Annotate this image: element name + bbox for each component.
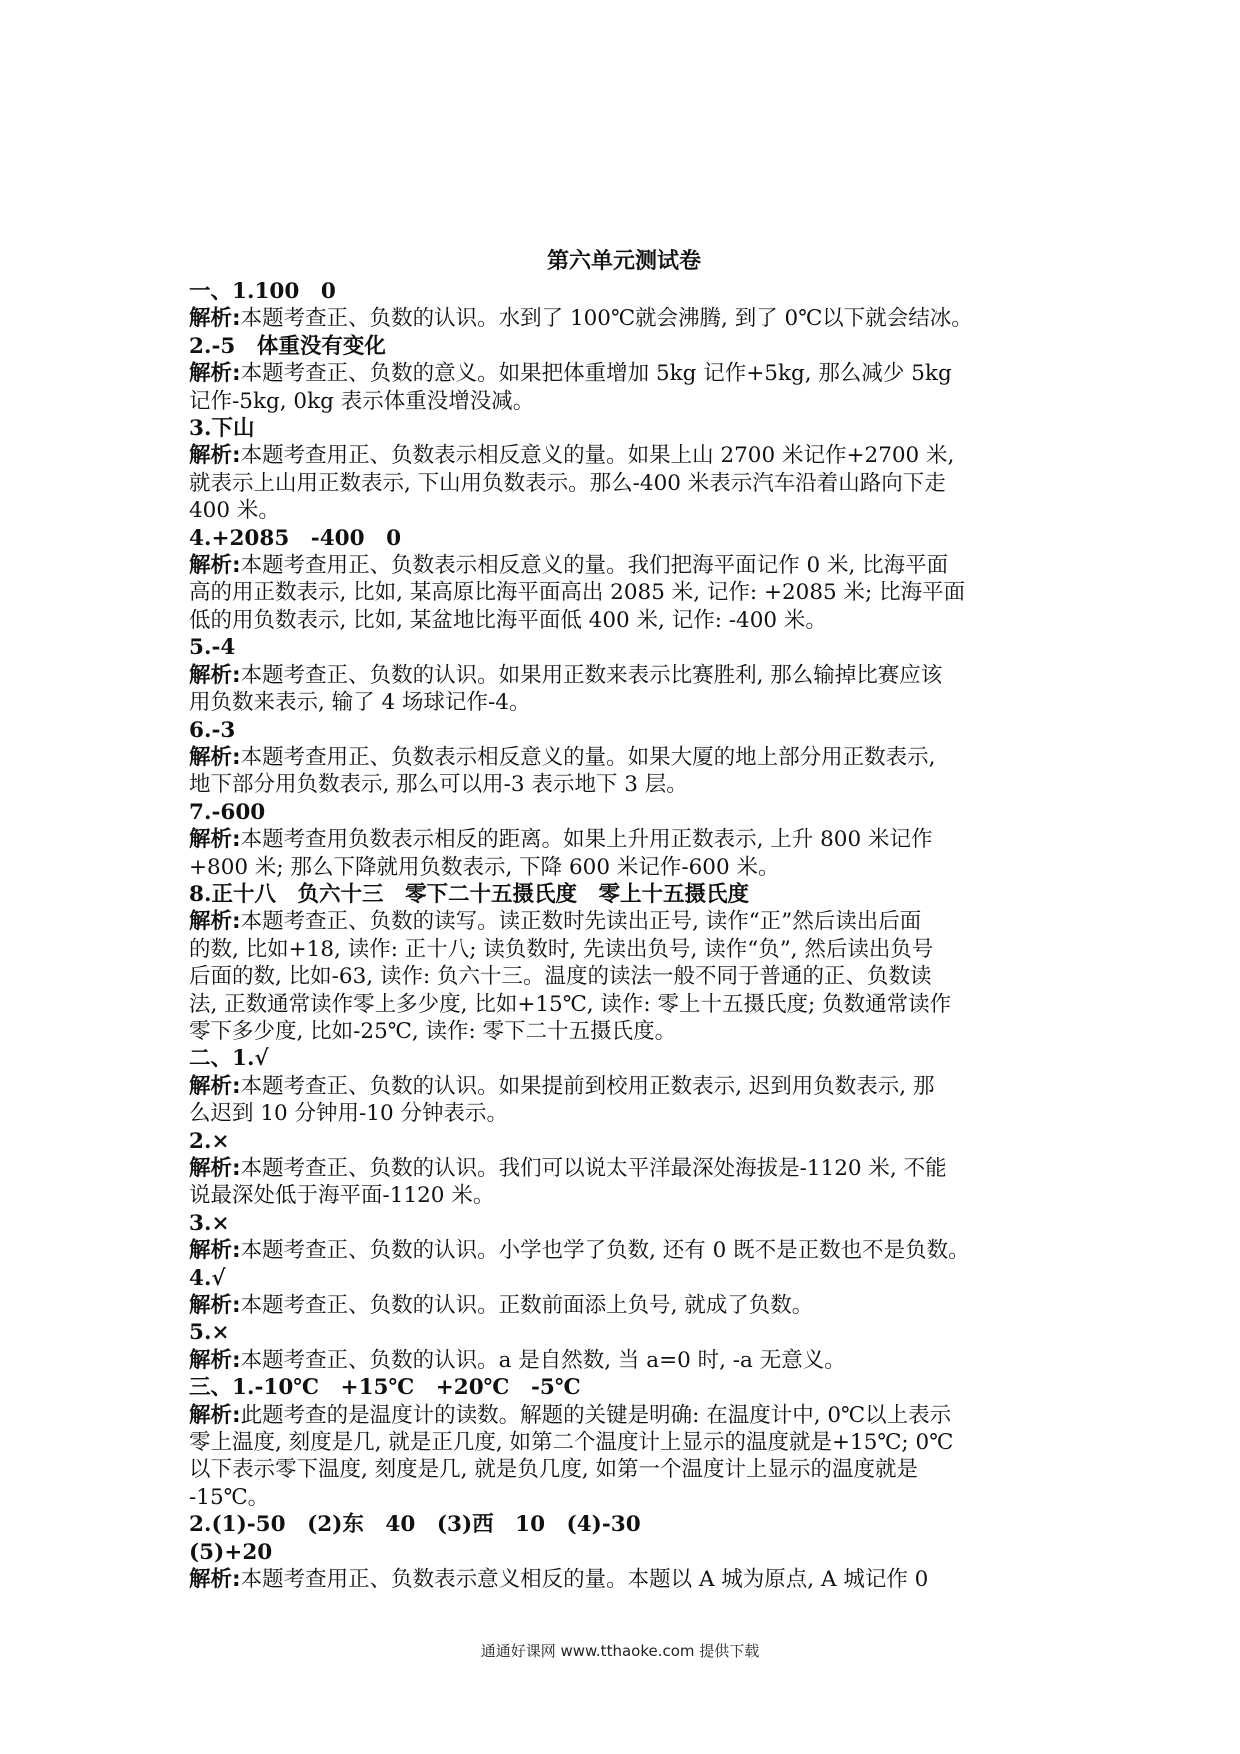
explanation-text: 低的用负数表示, 比如, 某盆地比海平面低 400 米, 记作: -400 米。 bbox=[189, 607, 827, 633]
explanation-text: 地下部分用负数表示, 那么可以用-3 表示地下 3 层。 bbox=[189, 772, 688, 798]
explanation-text: 就表示上山用正数表示, 下山用负数表示。那么-400 米表示汽车沿着山路向下走 bbox=[189, 470, 946, 496]
answer-line: 5.-4 bbox=[189, 635, 236, 661]
explanation-text: 零下多少度, 比如-25℃, 读作: 零下二十五摄氏度。 bbox=[189, 1018, 677, 1044]
explanation-line bbox=[189, 689, 1059, 716]
explanation-line bbox=[189, 826, 1059, 853]
explanation-label: 解析: bbox=[189, 1156, 241, 1181]
explanation-line bbox=[189, 579, 1059, 606]
explanation-label: 解析: bbox=[189, 1073, 241, 1099]
explanation-text: 的数, 比如+18, 读作: 正十八; 读负数时, 先读出负号, 读作“负”, 然后读出负号 bbox=[189, 936, 934, 962]
explanation-line bbox=[189, 1237, 1059, 1264]
explanation-text: -15℃。 bbox=[189, 1484, 270, 1510]
answer-line: 6.-3 bbox=[189, 717, 236, 743]
explanation-line bbox=[189, 442, 1059, 469]
explanation-line bbox=[189, 1484, 1059, 1511]
explanation-text: 零上温度, 刻度是几, 就是正几度, 如第二个温度计上显示的温度就是+15℃; 0℃ bbox=[189, 1430, 954, 1456]
explanation-text: 高的用正数表示, 比如, 某高原比海平面高出 2085 米, 记作: +2085 米; 比海平面 bbox=[189, 580, 966, 606]
answer-line: 2.(1)-50 (2)东 40 (3)西 10 (4)-30 bbox=[189, 1512, 641, 1538]
explanation-label: 解析: bbox=[189, 662, 241, 688]
explanation-text: 本题考查用正、负数表示相反意义的量。我们把海平面记作 0 米, 比海平面 bbox=[240, 553, 949, 579]
explanation-line bbox=[189, 1100, 1059, 1127]
explanation-line bbox=[189, 1566, 1059, 1593]
footer-text: 通通好课网 www.tthaoke.com 提供下载 bbox=[480, 1642, 760, 1660]
explanation-line bbox=[189, 854, 1059, 881]
explanation-text: 本题考查用正、负数表示意义相反的量。本题以 A 城为原点, A 城记作 0 bbox=[240, 1567, 929, 1593]
explanation-text: 本题考查正、负数的认识。a 是自然数, 当 a=0 时, -a 无意义。 bbox=[240, 1347, 846, 1373]
explanation-label: 解析: bbox=[189, 744, 241, 770]
explanation-line bbox=[189, 607, 1059, 634]
answer-line: 7.-600 bbox=[189, 799, 266, 825]
page-title: 第六单元测试卷 bbox=[546, 248, 701, 274]
explanation-line bbox=[189, 360, 1059, 387]
explanation-line bbox=[189, 470, 1059, 497]
explanation-line bbox=[189, 1292, 1059, 1319]
explanation-line bbox=[189, 552, 1059, 579]
explanation-line bbox=[189, 1402, 1059, 1429]
explanation-text: 本题考查用负数表示相反的距离。如果上升用正数表示, 上升 800 米记作 bbox=[240, 827, 933, 853]
explanation-label: 解析: bbox=[189, 909, 241, 935]
explanation-text: 本题考查正、负数的认识。如果提前到校用正数表示, 迟到用负数表示, 那 bbox=[240, 1073, 935, 1099]
document-body bbox=[189, 246, 1059, 1594]
explanation-text: 本题考查正、负数的意义。如果把体重增加 5kg 记作+5kg, 那么减少 5kg bbox=[240, 361, 952, 387]
explanation-line bbox=[189, 662, 1059, 689]
explanation-text: 本题考查用正、负数表示相反意义的量。如果大厦的地上部分用正数表示, bbox=[240, 744, 936, 770]
explanation-text: 本题考查正、负数的认识。小学也学了负数, 还有 0 既不是正数也不是负数。 bbox=[240, 1238, 970, 1264]
explanation-text: 说最深处低于海平面-1120 米。 bbox=[189, 1183, 495, 1209]
explanation-label: 解析: bbox=[189, 1347, 241, 1373]
answer-line: 二、1.√ bbox=[189, 1046, 269, 1072]
explanation-text: 法, 正数通常读作零上多少度, 比如+15℃, 读作: 零上十五摄氏度; 负数通常读作 bbox=[189, 991, 952, 1017]
explanation-text: 本题考查正、负数的读写。读正数时先读出正号, 读作“正”然后读出后面 bbox=[240, 909, 922, 935]
explanation-line bbox=[189, 388, 1059, 415]
explanation-label: 解析: bbox=[189, 306, 241, 332]
answer-line: 三、1.-10℃ +15℃ +20℃ -5℃ bbox=[189, 1375, 581, 1401]
answer-list bbox=[189, 278, 1059, 1594]
explanation-text: 本题考查正、负数的认识。正数前面添上负号, 就成了负数。 bbox=[240, 1293, 814, 1319]
explanation-label: 解析: bbox=[189, 1238, 241, 1264]
explanation-line bbox=[189, 1182, 1059, 1209]
explanation-text: 本题考查正、负数的认识。我们可以说太平洋最深处海拔是-1120 米, 不能 bbox=[240, 1156, 947, 1181]
explanation-text: 记作-5kg, 0kg 表示体重没增没减。 bbox=[189, 388, 535, 414]
explanation-text: 么迟到 10 分钟用-10 分钟表示。 bbox=[189, 1101, 508, 1127]
explanation-label: 解析: bbox=[189, 553, 241, 579]
explanation-line bbox=[189, 963, 1059, 990]
explanation-line bbox=[189, 497, 1059, 524]
answer-line: 一、1.100 0 bbox=[189, 279, 336, 304]
explanation-text: +800 米; 那么下降就用负数表示, 下降 600 米记作-600 米。 bbox=[189, 854, 780, 880]
explanation-line bbox=[189, 936, 1059, 963]
explanation-line bbox=[189, 1347, 1059, 1374]
answer-line: 2.× bbox=[189, 1128, 230, 1154]
explanation-line bbox=[189, 1155, 1059, 1182]
explanation-label: 解析: bbox=[189, 1567, 241, 1593]
explanation-text: 本题考查用正、负数表示相反意义的量。如果上山 2700 米记作+2700 米, bbox=[240, 443, 955, 469]
explanation-line bbox=[189, 744, 1059, 771]
answer-line: (5)+20 bbox=[189, 1539, 273, 1565]
explanation-label: 解析: bbox=[189, 1293, 241, 1319]
explanation-text: 此题考查的是温度计的读数。解题的关键是明确: 在温度计中, 0℃以上表示 bbox=[240, 1402, 952, 1428]
explanation-line bbox=[189, 771, 1059, 798]
explanation-label: 解析: bbox=[189, 827, 241, 853]
answer-line: 8.正十八 负六十三 零下二十五摄氏度 零上十五摄氏度 bbox=[189, 881, 749, 907]
answer-line: 3.下山 bbox=[189, 416, 255, 442]
explanation-text: 本题考查正、负数的认识。水到了 100℃就会沸腾, 到了 0℃以下就会结冰。 bbox=[240, 306, 973, 332]
explanation-label: 解析: bbox=[189, 443, 241, 469]
explanation-line bbox=[189, 991, 1059, 1018]
answer-line: 2.-5 体重没有变化 bbox=[189, 333, 386, 359]
explanation-text: 用负数来表示, 输了 4 场球记作-4。 bbox=[189, 690, 531, 716]
answer-line: 3.× bbox=[189, 1210, 230, 1236]
answer-line: 4.+2085 -400 0 bbox=[189, 525, 402, 551]
answer-line: 4.√ bbox=[189, 1265, 226, 1291]
explanation-text: 后面的数, 比如-63, 读作: 负六十三。温度的读法一般不同于普通的正、负数读 bbox=[189, 964, 932, 990]
explanation-label: 解析: bbox=[189, 1402, 241, 1428]
explanation-line bbox=[189, 1429, 1059, 1456]
answer-line: 5.× bbox=[189, 1320, 230, 1346]
explanation-line bbox=[189, 1073, 1059, 1100]
explanation-label: 解析: bbox=[189, 361, 241, 387]
explanation-line bbox=[189, 908, 1059, 935]
explanation-line bbox=[189, 1018, 1059, 1045]
explanation-text: 400 米。 bbox=[189, 498, 280, 524]
explanation-text: 本题考查正、负数的认识。如果用正数来表示比赛胜利, 那么输掉比赛应该 bbox=[240, 662, 943, 688]
explanation-line bbox=[189, 1456, 1059, 1483]
explanation-text: 以下表示零下温度, 刻度是几, 就是负几度, 如第一个温度计上显示的温度就是 bbox=[189, 1457, 919, 1483]
explanation-line bbox=[189, 305, 1059, 332]
